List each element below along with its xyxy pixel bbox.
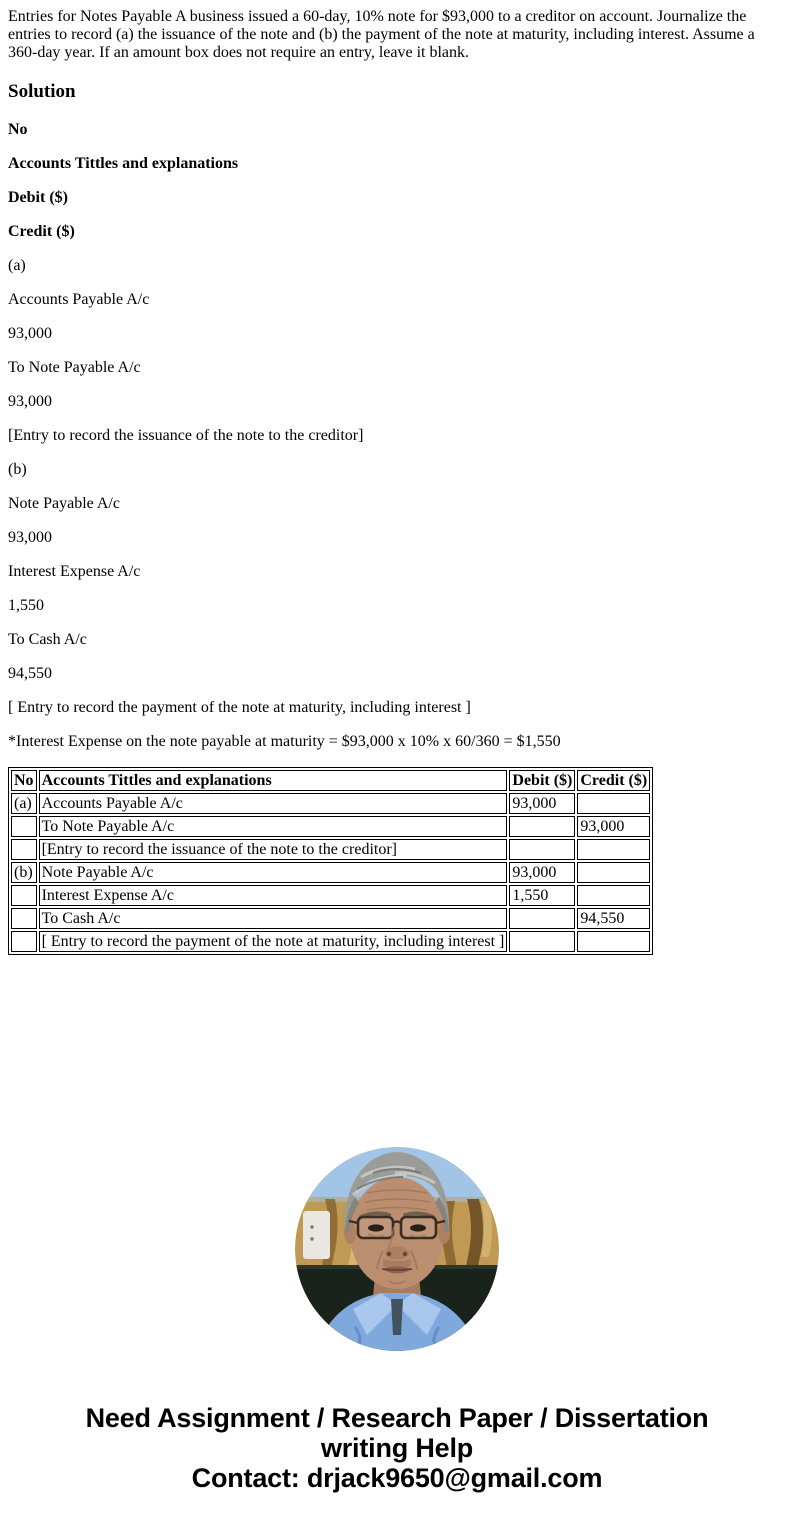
- entry-a-credit-amount: 93,000: [8, 393, 52, 410]
- table-cell: To Note Payable A/c: [39, 816, 508, 837]
- header-accounts: Accounts Tittles and explanations: [39, 770, 508, 791]
- entry-a-debit-amount: 93,000: [8, 325, 52, 342]
- label-accounts-titles: Accounts Tittles and explanations: [8, 155, 239, 172]
- table-cell: Accounts Payable A/c: [39, 793, 508, 814]
- entry-a-credit-account: To Note Payable A/c: [8, 359, 141, 376]
- table-cell: [577, 839, 650, 860]
- table-cell: [ Entry to record the payment of the note at maturity, including interest ]: [39, 931, 508, 952]
- table-cell: [11, 931, 37, 952]
- table-cell: 1,550: [509, 885, 575, 906]
- table-row: [11, 793, 650, 814]
- footer-line-2: writing Help: [320, 1433, 474, 1463]
- table-row: [11, 931, 650, 952]
- table-cell: (b): [11, 862, 37, 883]
- table-cell: [11, 816, 37, 837]
- table-cell: [Entry to record the issuance of the note to the creditor]: [39, 839, 508, 860]
- table-cell: [509, 839, 575, 860]
- label-credit: Credit ($): [8, 223, 75, 240]
- entry-a-debit-account: Accounts Payable A/c: [8, 291, 150, 308]
- question-paragraph: Entries for Notes Payable A business issued a 60-day, 10% note for $93,000 to a creditor on account. Journalize the entries to record (a) the issuance of the note and (b) the payment of the note at maturity, including interest. Assume a 360-day year. If an amount box does not require an entry, leave it blank.: [8, 8, 755, 61]
- footer-line-1: Need Assignment / Research Paper / Dissertation: [85, 1403, 709, 1433]
- label-no: No: [8, 121, 28, 138]
- table-cell: [577, 793, 650, 814]
- person-portrait-image: [295, 1147, 499, 1351]
- table-row: [11, 816, 650, 837]
- entry-b-label: (b): [8, 461, 27, 478]
- table-row: [11, 839, 650, 860]
- table-cell: [577, 862, 650, 883]
- table-cell: To Cash A/c: [39, 908, 508, 929]
- table-cell: [11, 908, 37, 929]
- table-cell: [11, 885, 37, 906]
- footer-contact-heading: [8, 1403, 786, 1513]
- table-cell: Interest Expense A/c: [39, 885, 508, 906]
- header-no: No: [11, 770, 37, 791]
- entry-b-debit-amount-2: 1,550: [8, 597, 44, 614]
- table-row: [11, 908, 650, 929]
- table-cell: [11, 839, 37, 860]
- solution-heading: Solution: [8, 81, 76, 102]
- entry-b-debit-amount-1: 93,000: [8, 529, 52, 546]
- table-cell: Note Payable A/c: [39, 862, 508, 883]
- entry-b-narration: [ Entry to record the payment of the note at maturity, including interest ]: [8, 699, 471, 716]
- portrait-switch-plate: [303, 1211, 330, 1259]
- tutor-avatar-photo: [295, 1147, 499, 1351]
- entry-b-debit-account-2: Interest Expense A/c: [8, 563, 141, 580]
- journal-entries-table: [8, 767, 653, 955]
- table-cell: [577, 885, 650, 906]
- entry-a-label: (a): [8, 257, 26, 274]
- table-cell: [509, 931, 575, 952]
- table-cell: [577, 931, 650, 952]
- header-debit: Debit ($): [509, 770, 575, 791]
- label-debit: Debit ($): [8, 189, 68, 206]
- table-header-row: [11, 770, 650, 791]
- table-cell: 93,000: [577, 816, 650, 837]
- table-cell: 93,000: [509, 862, 575, 883]
- table-row: [11, 885, 650, 906]
- table-row: [11, 862, 650, 883]
- entry-b-credit-account: To Cash A/c: [8, 631, 87, 648]
- table-cell: [509, 908, 575, 929]
- table-cell: 94,550: [577, 908, 650, 929]
- table-cell: [509, 816, 575, 837]
- interest-calculation-note: *Interest Expense on the note payable at maturity = $93,000 x 10% x 60/360 = $1,550: [8, 733, 561, 750]
- footer-line-3: Contact: drjack9650@gmail.com: [191, 1463, 603, 1493]
- table-cell: 93,000: [509, 793, 575, 814]
- entry-b-credit-amount: 94,550: [8, 665, 52, 682]
- table-cell: (a): [11, 793, 37, 814]
- entry-b-debit-account-1: Note Payable A/c: [8, 495, 120, 512]
- entry-a-narration: [Entry to record the issuance of the note to the creditor]: [8, 427, 364, 444]
- header-credit: Credit ($): [577, 770, 650, 791]
